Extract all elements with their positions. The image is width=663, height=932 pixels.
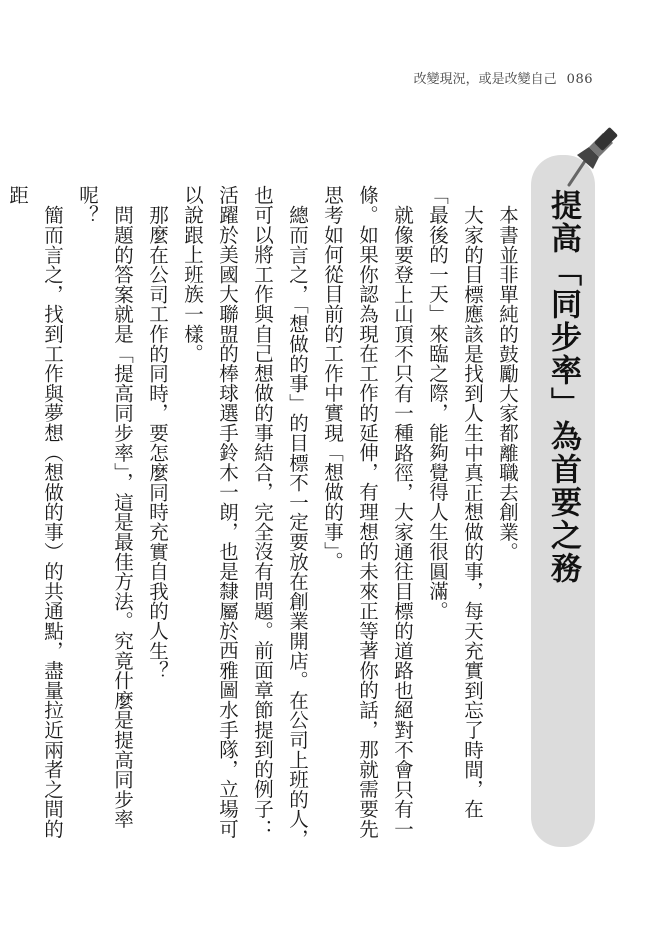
paragraph: 就像要登上山頂不只有一種路徑，大家通往目標的道路也絕對不會只有一條。如果你認為現在工作的延伸，有理想的未來正等著你的話，那就需要先思考如何從目前的工作中實現「想做的事」。	[321, 185, 414, 839]
body-text	[6, 185, 525, 850]
paragraph: 簡而言之，找到工作與夢想（想做的事）的共通點，盡量拉近兩者之間的距	[6, 185, 64, 839]
section-title: 提高「同步率」為首要之務	[545, 189, 581, 585]
running-header	[414, 68, 593, 87]
paragraph: 問題的答案就是「提高同步率」，這是最佳方法。究竟什麼是提高同步率呢？	[76, 185, 134, 829]
paragraph: 那麼在公司工作的同時，要怎麼同時充實自我的人生？	[146, 204, 169, 680]
paragraph: 大家的目標應該是找到人生中真正想做的事，每天充實到忘了時間，在「最後的一天」來臨之際，能夠覺得人生很圓滿。	[426, 185, 484, 819]
running-title: 改變現況，或是改變自己	[413, 72, 557, 87]
pushpin-icon	[563, 125, 619, 191]
section-title-panel	[531, 155, 595, 847]
paragraph: 本書並非單純的鼓勵大家都離職去創業。	[496, 204, 519, 561]
page-number: 086	[566, 72, 593, 87]
paragraph: 總而言之，「想做的事」的目標不一定要放在創業開店。在公司上班的人，也可以將工作與自己想做的事結合，完全沒有問題。前面章節提到的例子：活躍於美國大聯盟的棒球選手鈴木一朗，也是隸屬於西雅圖水手隊，立場可以說跟上班族一樣。	[181, 185, 309, 849]
